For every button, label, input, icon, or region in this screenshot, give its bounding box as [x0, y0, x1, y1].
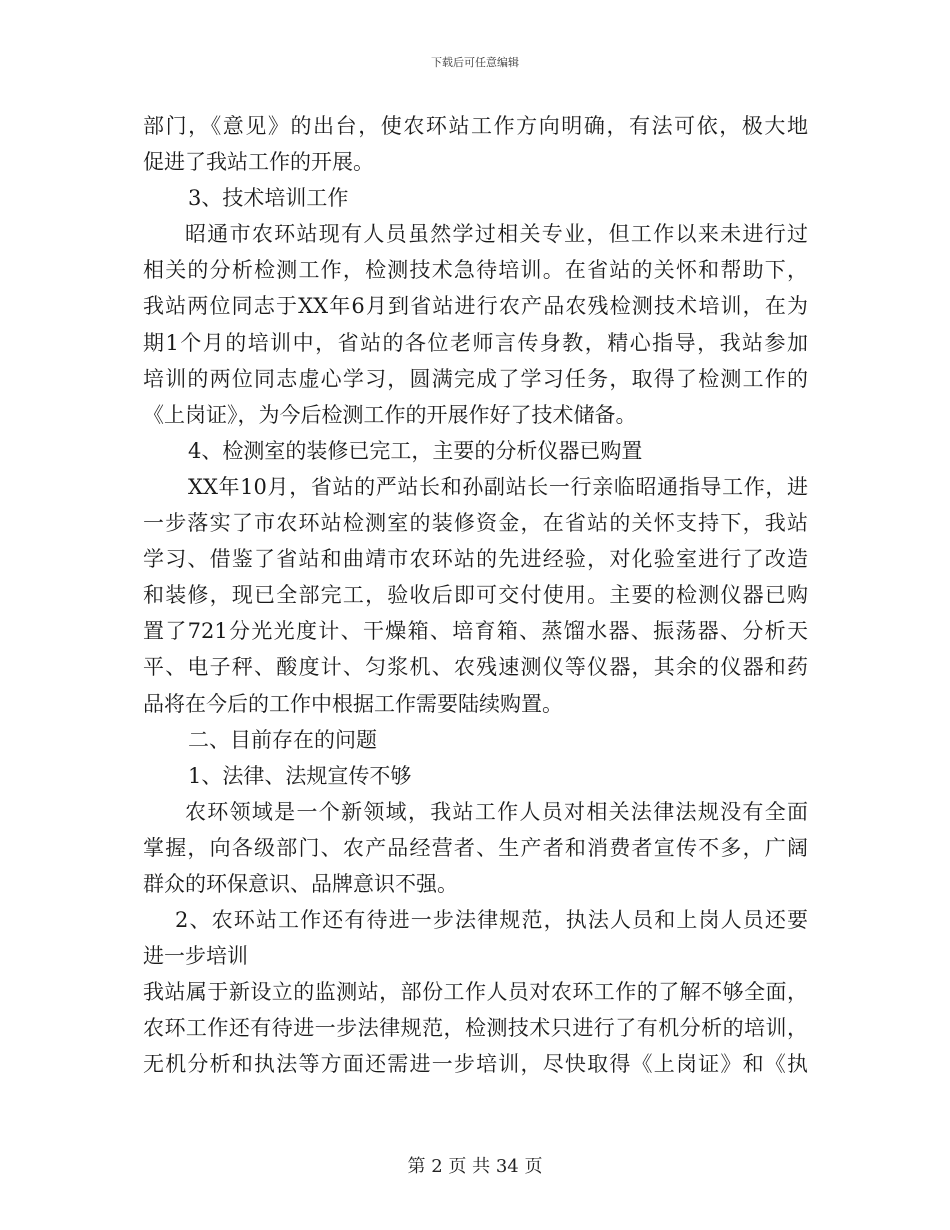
body-line: 相关的分析检测工作，检测技术急待培训。在省站的关怀和帮助下， — [143, 258, 808, 283]
body-line: 学习、借鉴了省站和曲靖市农环站的先进经验，对化验室进行了改造 — [143, 547, 808, 572]
body-line: 《上岗证》，为今后检测工作的开展作好了技术储备。 — [143, 402, 637, 427]
body-line: 群众的环保意识、品牌意识不强。 — [143, 871, 458, 896]
section-heading: 3、技术培训工作 — [188, 186, 349, 211]
page-number: 第 2 页 共 34 页 — [407, 1156, 543, 1177]
body-line: 昭通市农环站现有人员虽然学过相关专业，但工作以来未进行过 — [185, 222, 808, 247]
body-line: 和装修，现已全部完工，验收后即可交付使用。主要的检测仪器已购 — [143, 583, 808, 608]
body-line: 平、电子秤、酸度计、匀浆机、农残速测仪等仪器，其余的仪器和药 — [143, 655, 808, 680]
body-line: 掌握，向各级部门、农产品经营者、生产者和消费者宣传不多，广阔 — [143, 835, 808, 860]
section-heading: 进一步培训 — [143, 944, 248, 969]
section-heading: 2、农环站工作还有待进一步法律规范，执法人员和上岗人员还要 — [175, 908, 808, 933]
body-line: 品将在今后的工作中根据工作需要陆续购置。 — [143, 691, 563, 716]
body-line: 期1个月的培训中，省站的各位老师言传身教，精心指导，我站参加 — [143, 330, 808, 355]
body-line: 农环领域是一个新领域，我站工作人员对相关法律法规没有全面 — [185, 799, 808, 824]
body-line: XX年10月，省站的严站长和孙副站长一行亲临昭通指导工作，进 — [188, 474, 808, 499]
body-line: 我站两位同志于XX年6月到省站进行农产品农残检测技术培训，在为 — [143, 294, 808, 319]
section-heading: 1、法律、法规宣传不够 — [188, 763, 412, 788]
section-heading: 4、检测室的装修已完工，主要的分析仪器已购置 — [188, 438, 643, 463]
body-line: 农环工作还有待进一步法律规范，检测技术只进行了有机分析的培训， — [143, 1016, 808, 1041]
body-line: 一步落实了市农环站检测室的装修资金，在省站的关怀支持下，我站 — [143, 511, 808, 536]
body-line: 培训的两位同志虚心学习，圆满完成了学习任务，取得了检测工作的 — [143, 366, 808, 391]
section-heading: 二、目前存在的问题 — [188, 727, 377, 752]
document-body — [143, 108, 808, 1083]
body-line: 无机分析和执法等方面还需进一步培训，尽快取得《上岗证》和《执 — [143, 1052, 808, 1077]
body-line: 部门，《意见》的出台，使农环站工作方向明确，有法可依，极大地 — [143, 114, 808, 138]
body-line: 我站属于新设立的监测站，部份工作人员对农环工作的了解不够全面， — [143, 980, 808, 1005]
body-line: 置了721分光光度计、干燥箱、培育箱、蒸馏水器、振荡器、分析天 — [143, 619, 808, 644]
body-line: 促进了我站工作的开展。 — [143, 150, 374, 175]
header-note: 下载后可任意编辑 — [431, 56, 519, 69]
